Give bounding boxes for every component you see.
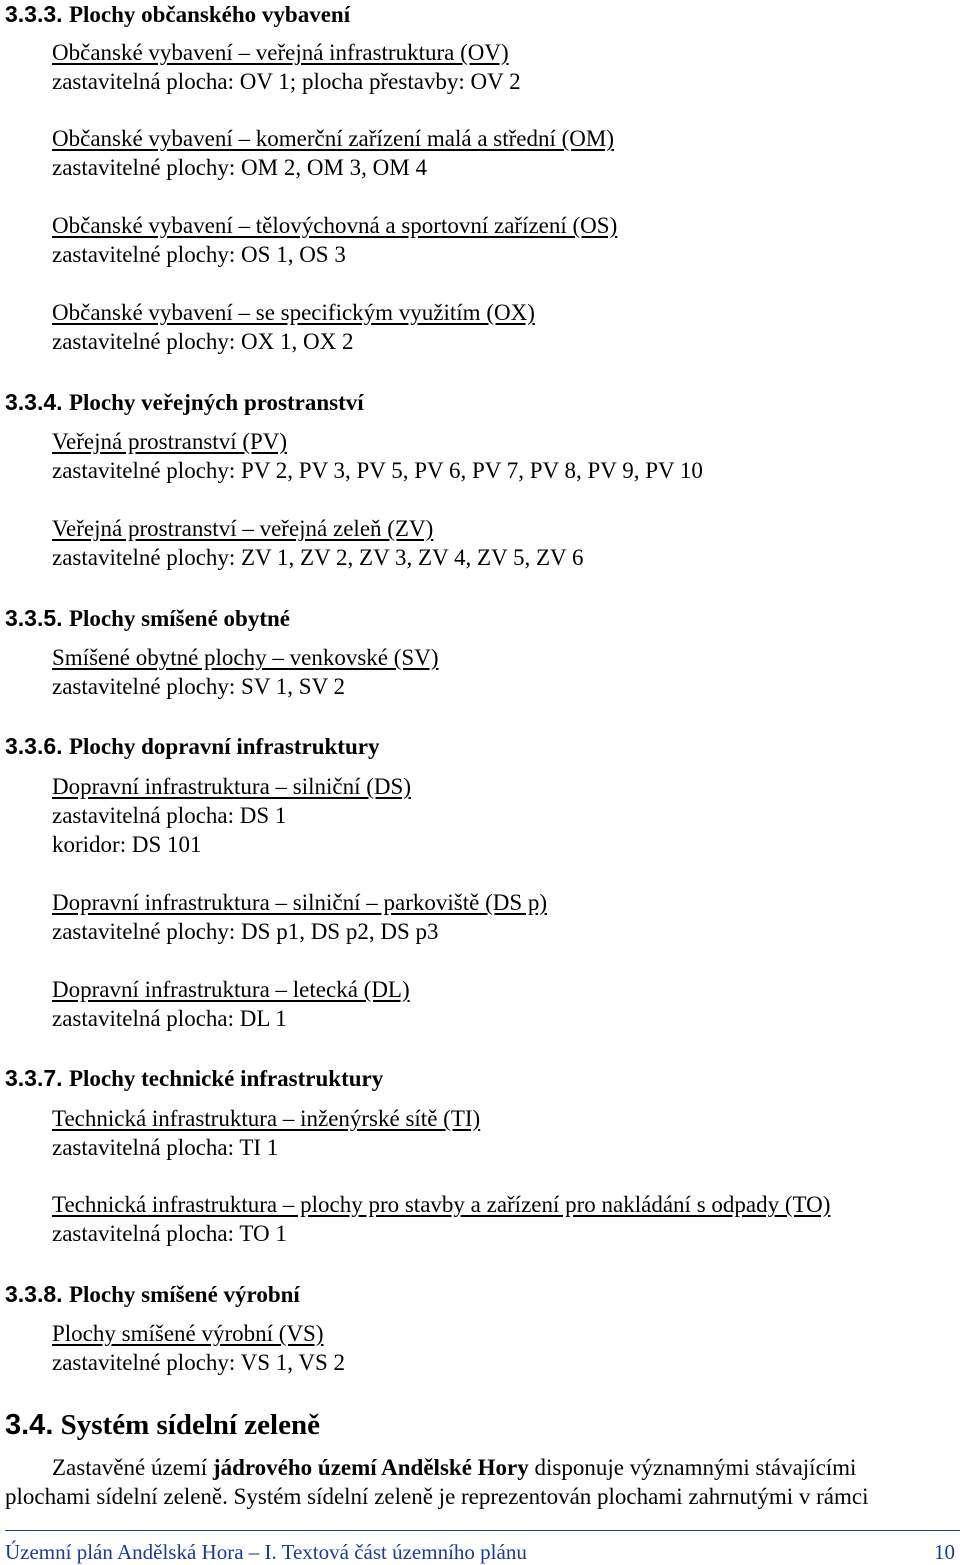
paragraph-line-2: plochami sídelní zeleně. Systém sídelní zeleně je reprezentován plochami zahrnutými v rámci [5,1484,869,1509]
category-heading-ti: Technická infrastruktura – inženýrské sítě (TI) [52,1106,481,1131]
section-title: Plochy občanského vybavení [68,2,351,27]
category-heading-zv: Veřejná prostranství – veřejná zeleň (ZV) [52,516,434,541]
category-heading-pv: Veřejná prostranství (PV) [52,429,288,454]
category-detail-zv: zastavitelné plochy: ZV 1, ZV 2, ZV 3, ZV 4, ZV 5, ZV 6 [52,545,584,570]
category-detail-ds-corridor: koridor: DS 101 [52,832,202,857]
section-number: 3.3.8. [5,1281,63,1307]
section-number: 3.4. [5,1409,54,1441]
paragraph-emphasis: jádrového území Andělské Hory [212,1455,529,1480]
section-title: Plochy smíšené obytné [68,606,290,631]
category-heading-ov: Občanské vybavení – veřejná infrastruktura (OV) [52,40,509,65]
section-title: Plochy veřejných prostranství [68,390,364,415]
section-heading-3-3-8 [5,1280,300,1309]
section-heading-3-3-3 [5,0,350,29]
section-heading-3-3-4 [5,388,364,417]
paragraph-text: disponuje významnými stávajícími [528,1455,857,1480]
category-heading-sv: Smíšené obytné plochy – venkovské (SV) [52,645,439,670]
page-footer [5,1539,955,1565]
category-detail-sv: zastavitelné plochy: SV 1, SV 2 [52,674,346,699]
category-heading-vs: Plochy smíšené výrobní (VS) [52,1321,324,1346]
category-heading-ds-p: Dopravní infrastruktura – silniční – parkoviště (DS p) [52,890,548,915]
paragraph-line-1 [52,1453,856,1482]
category-detail-ti: zastavitelná plocha: TI 1 [52,1135,279,1160]
footer-rule [5,1530,960,1531]
category-detail-vs: zastavitelné plochy: VS 1, VS 2 [52,1350,346,1375]
category-heading-ox: Občanské vybavení – se specifickým využitím (OX) [52,300,535,325]
category-detail-dl: zastavitelná plocha: DL 1 [52,1006,287,1031]
category-heading-dl: Dopravní infrastruktura – letecká (DL) [52,977,410,1002]
footer-text: Územní plán Andělská Hora – I. Textová část územního plánu [5,1540,527,1564]
section-title: Systém sídelní zeleně [60,1409,320,1441]
category-detail-ox: zastavitelné plochy: OX 1, OX 2 [52,329,354,354]
section-heading-3-4 [5,1408,320,1442]
page-number: 10 [934,1540,955,1564]
paragraph-text: Zastavěné území [52,1455,213,1480]
section-number: 3.3.7. [5,1065,63,1091]
category-heading-om: Občanské vybavení – komerční zařízení malá a střední (OM) [52,126,615,151]
section-heading-3-3-6 [5,732,379,761]
section-heading-3-3-5 [5,604,290,633]
category-detail-to: zastavitelná plocha: TO 1 [52,1221,287,1246]
section-heading-3-3-7 [5,1064,383,1093]
category-detail-ds: zastavitelná plocha: DS 1 [52,803,287,828]
category-heading-to: Technická infrastruktura – plochy pro stavby a zařízení pro nakládání s odpady (TO) [52,1192,831,1217]
section-number: 3.3.3. [5,1,63,27]
section-number: 3.3.4. [5,389,63,415]
category-detail-os: zastavitelné plochy: OS 1, OS 3 [52,242,346,267]
section-number: 3.3.6. [5,733,63,759]
category-detail-pv: zastavitelné plochy: PV 2, PV 3, PV 5, PV 6, PV 7, PV 8, PV 9, PV 10 [52,458,703,483]
category-detail-ov: zastavitelná plocha: OV 1; plocha přestavby: OV 2 [52,69,521,94]
category-heading-ds: Dopravní infrastruktura – silniční (DS) [52,774,411,799]
category-detail-ds-p: zastavitelné plochy: DS p1, DS p2, DS p3 [52,919,439,944]
category-detail-om: zastavitelné plochy: OM 2, OM 3, OM 4 [52,155,427,180]
section-title: Plochy dopravní infrastruktury [68,734,380,759]
category-heading-os: Občanské vybavení – tělovýchovná a sportovní zařízení (OS) [52,213,618,238]
section-title: Plochy technické infrastruktury [68,1066,384,1091]
section-number: 3.3.5. [5,605,63,631]
section-title: Plochy smíšené výrobní [68,1282,300,1307]
